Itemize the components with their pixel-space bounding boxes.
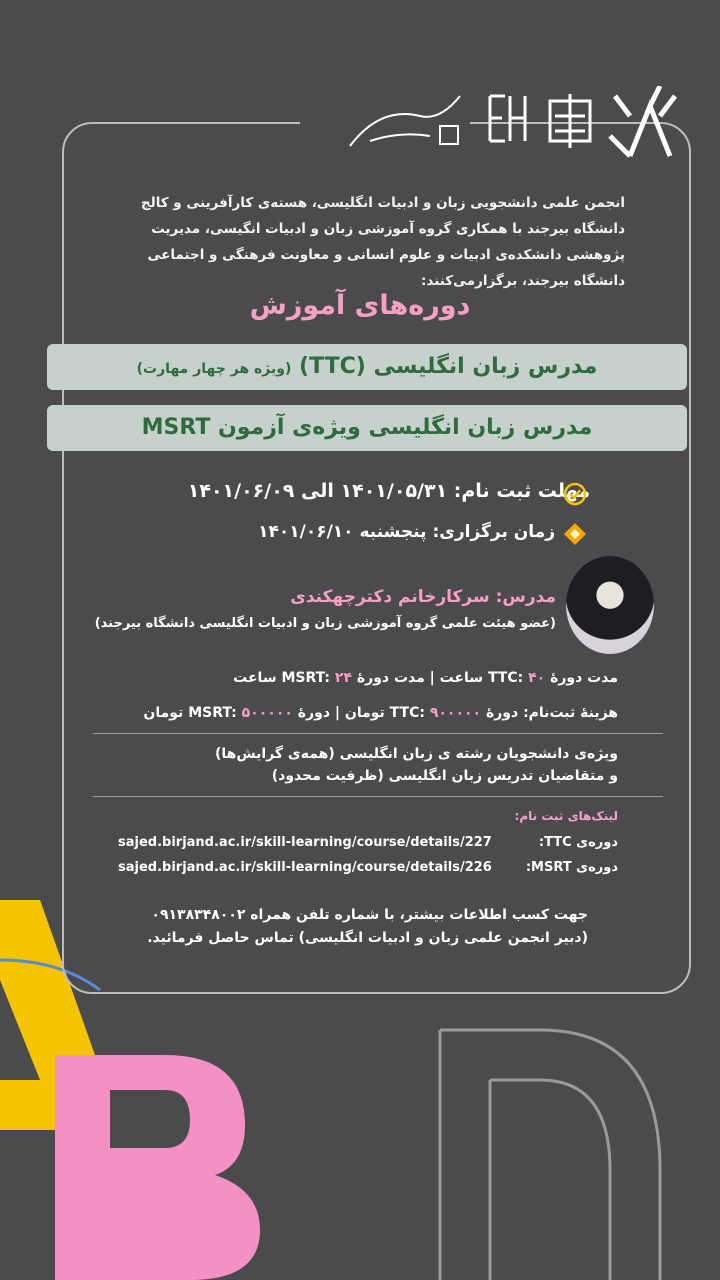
clock-check-icon: [563, 482, 587, 506]
intro-text: انجمن علمی دانشجویی زبان و ادبیات انگلیسی، هسته‌ی کارآفرینی و کالج دانشگاه بیرجند با همکاری گروه آموزشی زبان و ادبیات انگیسی، مدیریت پژوهشی دانشکده‌ی ادبیات و علوم انسانی و معاونت فرهنگی و اجتماعی دانشگاه بیرجند، برگزارمی‌کنند:: [140, 195, 625, 289]
link-row-msrt: [118, 855, 618, 880]
sajed-logo: [550, 94, 590, 148]
audience-block: [215, 743, 618, 787]
audience-line: ویژه‌ی دانشجویان رشته ی زبان انگلیسی (همه‌ی گرایش‌ها): [215, 746, 618, 762]
links-title: لینک‌های ثبت نام:: [514, 809, 618, 823]
fee-unit: تومان: [143, 705, 184, 721]
duration-ttc-label: مدت دورهٔ TTC:: [487, 670, 618, 686]
logos: [340, 86, 680, 166]
link-row-ttc: [118, 830, 618, 855]
divider: [93, 796, 663, 797]
contact-block: [147, 904, 588, 950]
deadline-text: مهلت ثبت نام: ۱۴۰۱/۰۵/۳۱ الی ۱۴۰۱/۰۶/۰۹: [187, 480, 590, 502]
letter-b-hole: [110, 1090, 190, 1148]
letter-b-shape: [55, 1055, 260, 1280]
course-ttc-banner: [47, 344, 687, 390]
course-msrt-banner: [47, 405, 687, 451]
duration-line: [233, 670, 618, 686]
diamond-icon: [563, 522, 587, 546]
fee-msrt-value: ۵۰۰۰۰۰: [241, 705, 293, 721]
contact-line: (دبیر انجمن علمی زبان و ادبیات انگلیسی) تماس حاصل فرمائید.: [147, 930, 588, 946]
page-title: دوره‌های آموزش: [249, 290, 471, 321]
course-ttc-note: (ویژه هر چهار مهارت): [136, 361, 292, 377]
duration-msrt-label: ساعت | مدت دورهٔ MSRT:: [281, 670, 484, 686]
eh-logo: [490, 96, 525, 141]
links-list: [118, 830, 618, 880]
link-label: دوره‌ی TTC:: [538, 835, 618, 850]
divider: [93, 733, 663, 734]
duration-msrt-value: ۲۴: [334, 670, 352, 686]
contact-line: جهت کسب اطلاعات بیشتر، با شماره تلفن همراه ۰۹۱۳۸۳۴۸۰۰۲: [151, 907, 588, 923]
teacher-name: مدرس: سرکارخانم دکترچهکندی: [290, 587, 556, 607]
audience-line: و متقاضیان تدریس زبان انگلیسی (ظرفیت محدود): [271, 768, 618, 784]
birjand-university-logo: [610, 86, 675, 156]
course-msrt-title: مدرس زبان انگلیسی ویژه‌ی آزمون MSRT: [141, 415, 593, 440]
teacher-photo: [566, 556, 654, 654]
link-label: دوره‌ی MSRT:: [525, 860, 618, 875]
course-ttc-title: مدرس زبان انگلیسی (TTC): [299, 354, 598, 379]
duration-unit: ساعت: [233, 670, 277, 686]
duration-ttc-value: ۴۰: [528, 670, 546, 686]
fee-line: [143, 705, 618, 721]
schedule-text: زمان برگزاری: پنجشنبه ۱۴۰۱/۰۶/۱۰: [258, 522, 555, 542]
fee-ttc-label: هزینهٔ ثبت‌نام: دورهٔ TTC:: [389, 705, 618, 721]
calligraphy-logo: [350, 96, 460, 146]
fee-ttc-value: ۹۰۰۰۰۰: [429, 705, 482, 721]
link-url[interactable]: sajed.birjand.ac.ir/skill-learning/course/details/227: [118, 835, 492, 850]
teacher-role: (عضو هیئت علمی گروه آموزشی زبان و ادبیات انگلیسی دانشگاه بیرجند): [94, 616, 556, 631]
link-url[interactable]: sajed.birjand.ac.ir/skill-learning/course/details/226: [118, 860, 492, 875]
letter-d-outline: [440, 1030, 660, 1280]
fee-msrt-label: تومان | دورهٔ MSRT:: [188, 705, 385, 721]
